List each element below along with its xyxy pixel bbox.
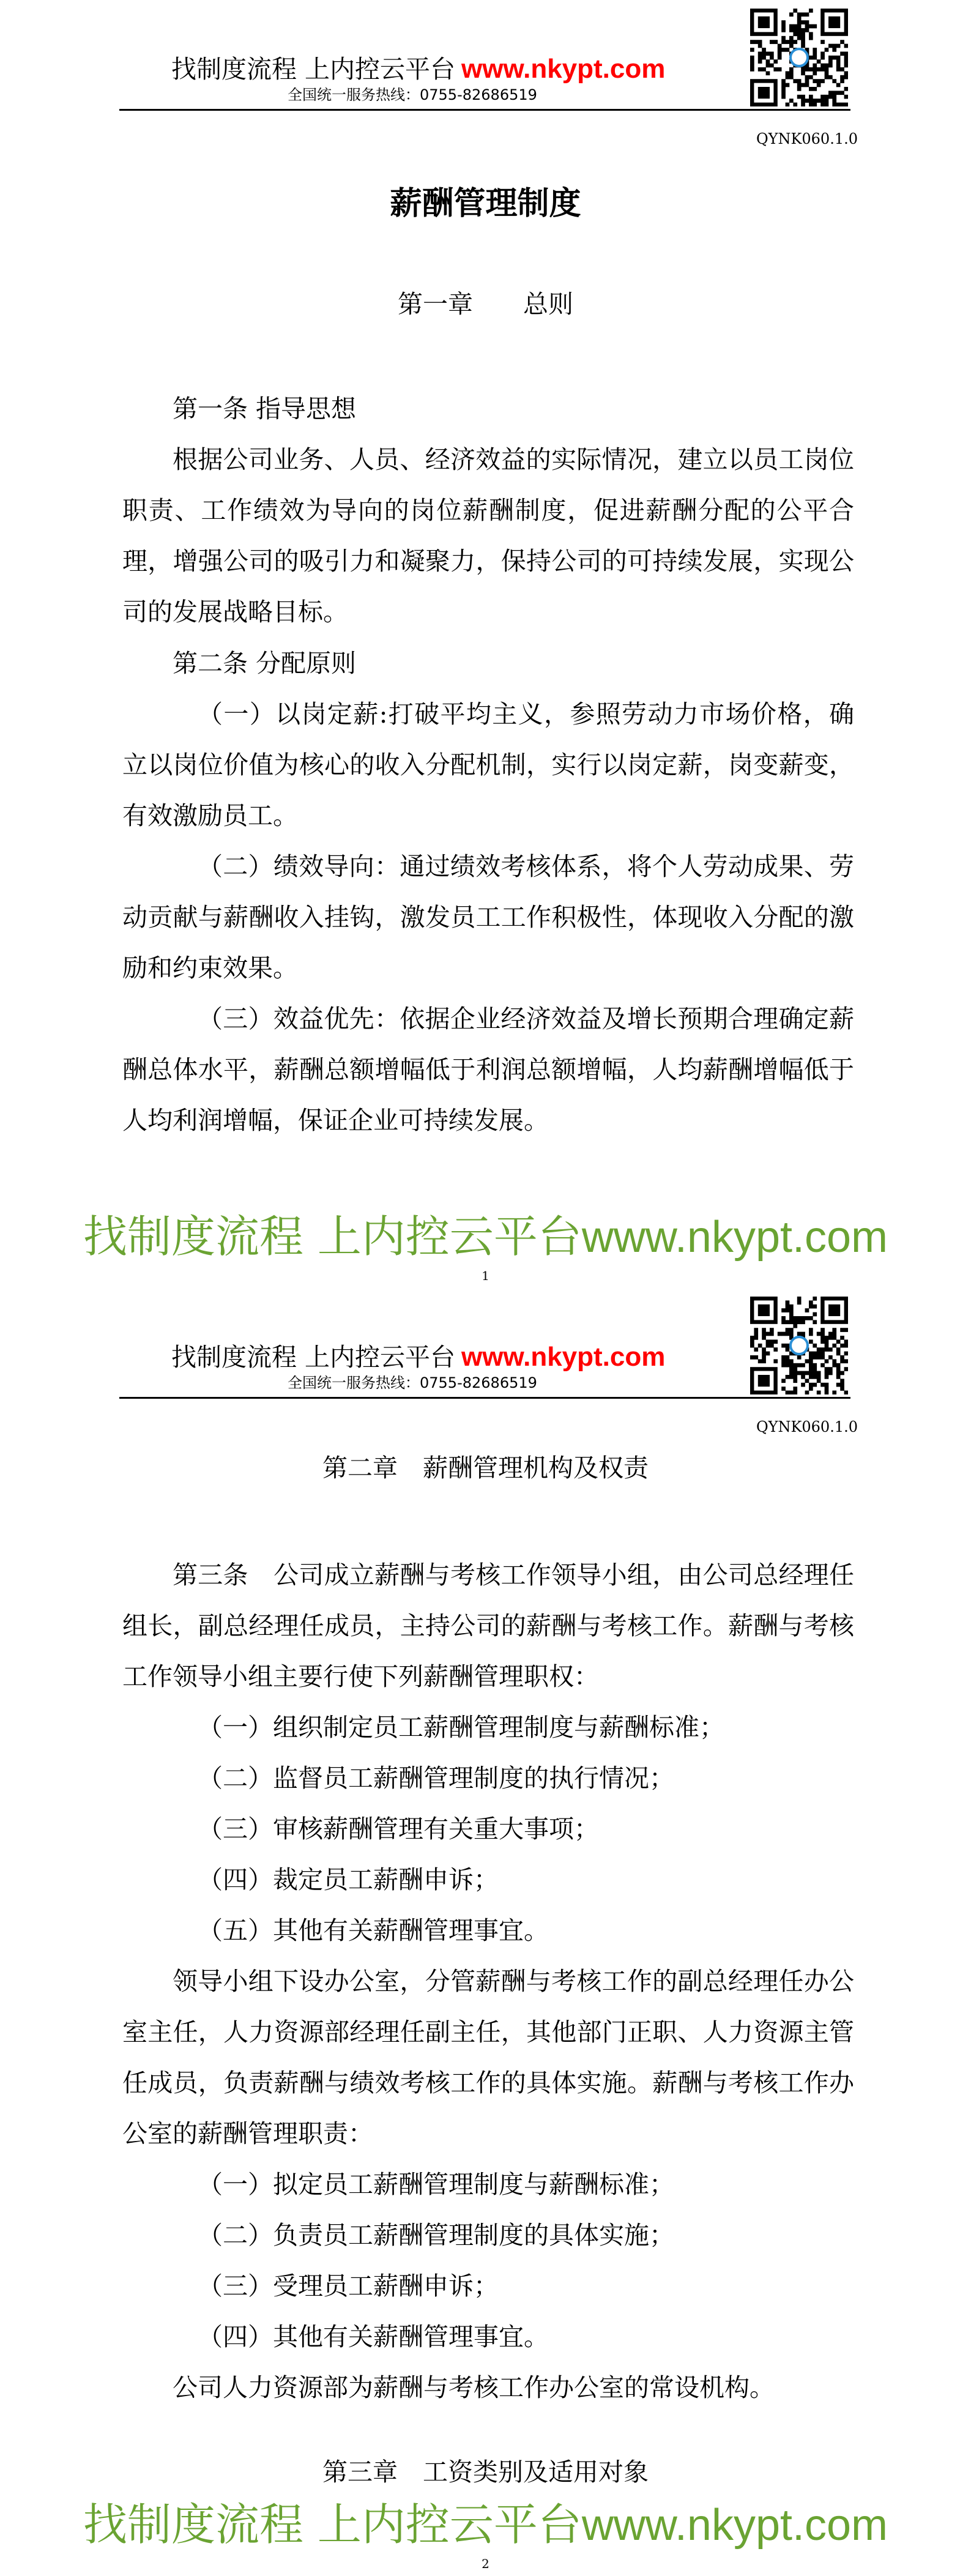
header-brand <box>171 1342 665 1372</box>
list-item: （一）组织制定员工薪酬管理制度与薪酬标准； <box>198 1713 724 1742</box>
paragraph: 第三条 公司成立薪酬与考核工作领导小组，由公司总经理任组长，副总经理任成员，主持公司的薪酬与考核工作。薪酬与考核工作领导小组主要行使下列薪酬管理职权： <box>122 1560 854 1691</box>
paragraph: 领导小组下设办公室，分管薪酬与考核工作的副总经理任办公室主任，人力资源部经理任副主任，其他部门正职、人力资源主管任成员，负责薪酬与绩效考核工作的具体实施。薪酬与考核工作办公室的薪酬管理职责： <box>122 1967 854 2148</box>
paragraph: 根据公司业务、人员、经济效益的实际情况，建立以员工岗位职责、工作绩效为导向的岗位薪酬制度，促进薪酬分配的公平合理，增强公司的吸引力和凝聚力，保持公司的可持续发展，实现公司的发展战略目标。 <box>122 445 854 627</box>
document-page-2 <box>0 1288 971 2576</box>
document-title: 薪酬管理制度 <box>390 185 581 222</box>
list-item: （三）审核薪酬管理有关重大事项； <box>198 1814 599 1844</box>
list-item: （四）裁定员工薪酬申诉； <box>198 1865 499 1894</box>
list-item: （四）其他有关薪酬管理事宜。 <box>198 2322 549 2351</box>
chapter-heading: 第三章 工资类别及适用对象 <box>322 2457 649 2487</box>
paragraph: （一）以岗定薪:打破平均主义，参照劳动力市场价格，确立以岗位价值为核心的收入分配机制，实行以岗定薪，岗变薪变，有效激励员工。 <box>122 699 854 830</box>
paragraph: （三）效益优先：依据企业经济效益及增长预期合理确定薪酬总体水平，薪酬总额增幅低于利润总额增幅，人均薪酬增幅低于人均利润增幅，保证企业可持续发展。 <box>122 1004 854 1135</box>
header-hotline: 全国统一服务热线：0755-82686519 <box>288 86 537 103</box>
article-heading: 第二条 分配原则 <box>173 649 357 678</box>
list-item: （五）其他有关薪酬管理事宜。 <box>198 1916 549 1945</box>
header-hotline: 全国统一服务热线：0755-82686519 <box>288 1374 537 1391</box>
footer-brand-text: 找制度流程 上内控云平台 <box>83 2499 582 2550</box>
list-item: （一）拟定员工薪酬管理制度与薪酬标准； <box>198 2170 674 2199</box>
header-brand <box>171 54 665 84</box>
paragraph: 公司人力资源部为薪酬与考核工作办公室的常设机构。 <box>173 2373 775 2402</box>
header-url-link[interactable]: www.nkypt.com <box>461 1342 666 1372</box>
qr-code-icon <box>750 9 848 106</box>
footer-brand-text: 找制度流程 上内控云平台 <box>83 1211 582 1262</box>
article-heading: 第一条 指导思想 <box>173 394 357 423</box>
header-url-link[interactable]: www.nkypt.com <box>461 54 666 84</box>
footer-brand <box>0 2498 971 2552</box>
header-brand-text: 找制度流程 上内控云平台 <box>171 54 456 84</box>
footer-brand <box>0 1210 971 1264</box>
document-code: QYNK060.1.0 <box>756 130 858 147</box>
paragraph: （二）绩效导向：通过绩效考核体系，将个人劳动成果、劳动贡献与薪酬收入挂钩，激发员工工作积极性，体现收入分配的激励和约束效果。 <box>122 852 854 983</box>
header-brand-text: 找制度流程 上内控云平台 <box>171 1342 456 1372</box>
qr-code-icon <box>750 1297 848 1394</box>
header-divider <box>119 1397 850 1399</box>
list-item: （二）监督员工薪酬管理制度的执行情况； <box>198 1763 674 1793</box>
document-code: QYNK060.1.0 <box>756 1418 858 1435</box>
header-divider <box>119 109 850 111</box>
list-item: （三）受理员工薪酬申诉； <box>198 2271 499 2301</box>
page-number: 2 <box>482 2556 489 2571</box>
chapter-heading: 第一章 总则 <box>398 289 573 319</box>
list-item: （二）负责员工薪酬管理制度的具体实施； <box>198 2220 674 2250</box>
page-number: 1 <box>482 1268 489 1283</box>
chapter-heading: 第二章 薪酬管理机构及权责 <box>322 1453 649 1483</box>
footer-url-link[interactable]: www.nkypt.com <box>581 2501 888 2550</box>
footer-url-link[interactable]: www.nkypt.com <box>581 1213 888 1262</box>
